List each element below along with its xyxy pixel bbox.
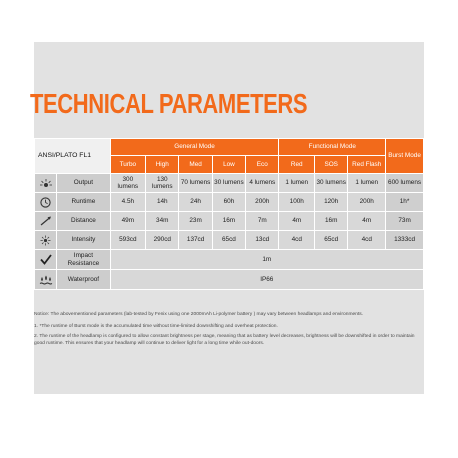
waterproof-row xyxy=(35,270,424,290)
cell-value: 24h xyxy=(179,193,212,212)
mode-header: Red Flash xyxy=(348,156,386,174)
note-2: 2. The runtime of the headlamp is configured to allow constant brightness per stage, meaning that as battery level decreases, brightness will be downshifted in order to maintain good runtime. This ensures that your headlamp will continue to deliver light for a long time while out-doors. xyxy=(34,334,415,347)
row-label-output: Output xyxy=(57,174,110,193)
model-header: ANSI/PLATO FL1 xyxy=(35,139,111,174)
runtime-row xyxy=(35,193,424,212)
cell-value: 130 lumens xyxy=(146,174,179,193)
cell-value: 4cd xyxy=(279,231,315,250)
cell-value: 120h xyxy=(315,193,348,212)
cell-value: 200h xyxy=(348,193,386,212)
cell-value: 4m xyxy=(279,212,315,231)
cell-value: 70 lumens xyxy=(179,174,212,193)
cell-value: 4cd xyxy=(348,231,386,250)
cell-value-burst: 1h* xyxy=(386,193,424,212)
cell-value: 34m xyxy=(146,212,179,231)
cell-value: 4m xyxy=(348,212,386,231)
impact-value: 1m xyxy=(110,250,423,270)
cell-value: 14h xyxy=(146,193,179,212)
mode-header: SOS xyxy=(315,156,348,174)
page-title: TECHNICAL PARAMETERS xyxy=(30,88,308,120)
mode-header: Eco xyxy=(246,156,279,174)
cell-value: 1 lumen xyxy=(279,174,315,193)
notes-block xyxy=(34,311,424,350)
cell-value: 16m xyxy=(315,212,348,231)
mode-header: Turbo xyxy=(110,156,146,174)
note-1: 1. *The runtime of Burst mode is the accumulated time without time-limited downshifting and overheat protection. xyxy=(34,324,278,330)
mode-header: Low xyxy=(212,156,245,174)
impact-check-icon xyxy=(35,250,57,270)
cell-value: 23m xyxy=(179,212,212,231)
output-row xyxy=(35,174,424,193)
cell-value: 60h xyxy=(212,193,245,212)
row-label-runtime: Runtime xyxy=(57,193,110,212)
row-label-waterproof: Waterproof xyxy=(57,270,110,290)
mode-header: Red xyxy=(279,156,315,174)
cell-value: 300 lumens xyxy=(110,174,146,193)
cell-value: 290cd xyxy=(146,231,179,250)
waterproof-value: IP66 xyxy=(110,270,423,290)
cell-value: 100h xyxy=(279,193,315,212)
cell-value: 4.5h xyxy=(110,193,146,212)
intensity-row xyxy=(35,231,424,250)
cell-value: 7m xyxy=(246,212,279,231)
cell-value: 593cd xyxy=(110,231,146,250)
sun-rays-icon xyxy=(35,174,57,193)
cell-value: 200h xyxy=(246,193,279,212)
spec-table xyxy=(34,138,424,290)
cell-value-burst: 600 lumens xyxy=(386,174,424,193)
cell-value: 30 lumens xyxy=(212,174,245,193)
group-general-header: General Mode xyxy=(110,139,279,156)
cell-value: 16m xyxy=(212,212,245,231)
clock-icon xyxy=(35,193,57,212)
mode-header: Med xyxy=(179,156,212,174)
group-header-row xyxy=(35,139,424,156)
cell-value: 4 lumens xyxy=(246,174,279,193)
row-label-impact: Impact Resistance xyxy=(57,250,110,270)
cell-value: 1 lumen xyxy=(348,174,386,193)
cell-value-burst: 73m xyxy=(386,212,424,231)
intensity-beam-icon xyxy=(35,231,57,250)
mode-header: High xyxy=(146,156,179,174)
cell-value: 137cd xyxy=(179,231,212,250)
cell-value: 65cd xyxy=(315,231,348,250)
waterproof-drops-icon xyxy=(35,270,57,290)
cell-value: 65cd xyxy=(212,231,245,250)
cell-value: 13cd xyxy=(246,231,279,250)
cell-value: 49m xyxy=(110,212,146,231)
impact-row xyxy=(35,250,424,270)
notice-text: Notice: The abovementioned parameters (lab-tested by Fenix using one 2000mAh Li-polymer battery ) may vary between headlamps and environments. xyxy=(34,312,364,317)
cell-value: 30 lumens xyxy=(315,174,348,193)
distance-row xyxy=(35,212,424,231)
row-label-intensity: Intensity xyxy=(57,231,110,250)
group-functional-header: Functional Mode xyxy=(279,139,386,156)
row-label-distance: Distance xyxy=(57,212,110,231)
cell-value-burst: 1333cd xyxy=(386,231,424,250)
group-burst-header: Burst Mode xyxy=(386,139,424,174)
distance-arrow-icon xyxy=(35,212,57,231)
